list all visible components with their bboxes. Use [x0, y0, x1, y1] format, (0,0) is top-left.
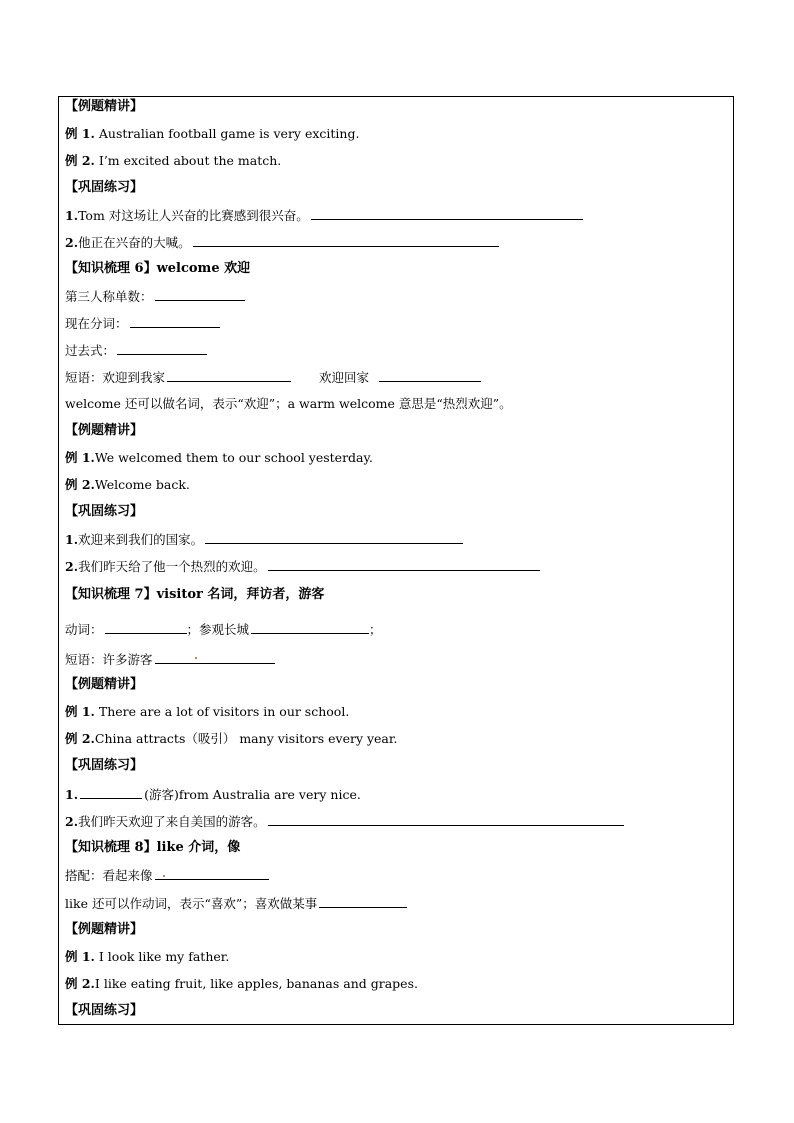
- form-line: 过去式：: [65, 342, 207, 359]
- section-heading: 【知识梳理 6】welcome 欢迎: [65, 261, 251, 276]
- phrase-line: 搭配：看起来像: [65, 867, 269, 884]
- answer-blank[interactable]: [155, 651, 275, 664]
- note-line: like 还可以作动词，表示“喜欢”；喜欢做某事: [65, 895, 407, 912]
- answer-blank[interactable]: [80, 786, 142, 799]
- section-heading: 【例题精讲】: [65, 99, 144, 114]
- section-heading: 【知识梳理 8】like 介词，像: [65, 840, 241, 855]
- answer-blank[interactable]: [105, 621, 187, 634]
- example-line: 例 2.China attracts（吸引） many visitors every year.: [65, 731, 398, 746]
- form-line: 现在分词：: [65, 315, 220, 332]
- answer-blank[interactable]: [268, 813, 624, 826]
- exercise-line: 1.欢迎来到我们的国家。: [65, 531, 463, 548]
- example-line: 例 1. I look like my father.: [65, 949, 230, 964]
- example-line: 例 2. I’m excited about the match.: [65, 153, 282, 168]
- section-heading: 【例题精讲】: [65, 922, 144, 937]
- answer-blank[interactable]: [268, 558, 540, 571]
- example-line: 例 1.We welcomed them to our school yesterday.: [65, 450, 373, 465]
- exercise-line: 1.Tom 对这场让人兴奋的比赛感到很兴奋。: [65, 207, 583, 224]
- worksheet-frame: [58, 96, 734, 1025]
- answer-blank[interactable]: [193, 234, 499, 247]
- phrase-line: 短语：欢迎到我家 欢迎回家: [65, 369, 481, 386]
- form-line: 动词： ；参观长城 ；: [65, 622, 382, 637]
- answer-blank[interactable]: [167, 369, 291, 382]
- section-heading: 【例题精讲】: [65, 677, 144, 692]
- answer-blank[interactable]: [205, 531, 463, 544]
- answer-blank[interactable]: [155, 867, 269, 880]
- section-heading: 【巩固练习】: [65, 180, 144, 195]
- exercise-line: 1. (游客)from Australia are very nice.: [65, 787, 361, 802]
- answer-blank[interactable]: [155, 288, 245, 301]
- example-line: 例 2.I like eating fruit, like apples, bananas and grapes.: [65, 976, 418, 991]
- answer-blank[interactable]: [319, 895, 407, 908]
- section-heading: 【知识梳理 7】visitor 名词，拜访者，游客: [65, 587, 325, 602]
- answer-blank[interactable]: [311, 207, 583, 220]
- example-line: 例 1. There are a lot of visitors in our school.: [65, 704, 350, 719]
- example-line: 例 1. Australian football game is very exciting.: [65, 126, 360, 141]
- section-heading: 【巩固练习】: [65, 504, 144, 519]
- section-heading: 【巩固练习】: [65, 758, 144, 773]
- note-line: welcome 还可以做名词，表示“欢迎”；a warm welcome 意思是“热烈欢迎”。: [65, 396, 512, 411]
- answer-blank[interactable]: [379, 369, 481, 382]
- exercise-line: 2.我们昨天给了他一个热烈的欢迎。: [65, 558, 540, 575]
- form-line: 第三人称单数：: [65, 288, 245, 305]
- exercise-line: 2.我们昨天欢迎了来自美国的游客。: [65, 813, 624, 830]
- answer-blank[interactable]: [117, 342, 207, 355]
- answer-blank[interactable]: [130, 315, 220, 328]
- example-line: 例 2.Welcome back.: [65, 477, 190, 492]
- exercise-line: 2.他正在兴奋的大喊。: [65, 234, 499, 251]
- answer-blank[interactable]: [251, 621, 369, 634]
- section-heading: 【例题精讲】: [65, 423, 144, 438]
- section-heading: 【巩固练习】: [65, 1003, 144, 1018]
- phrase-line: 短语：许多游客: [65, 651, 275, 668]
